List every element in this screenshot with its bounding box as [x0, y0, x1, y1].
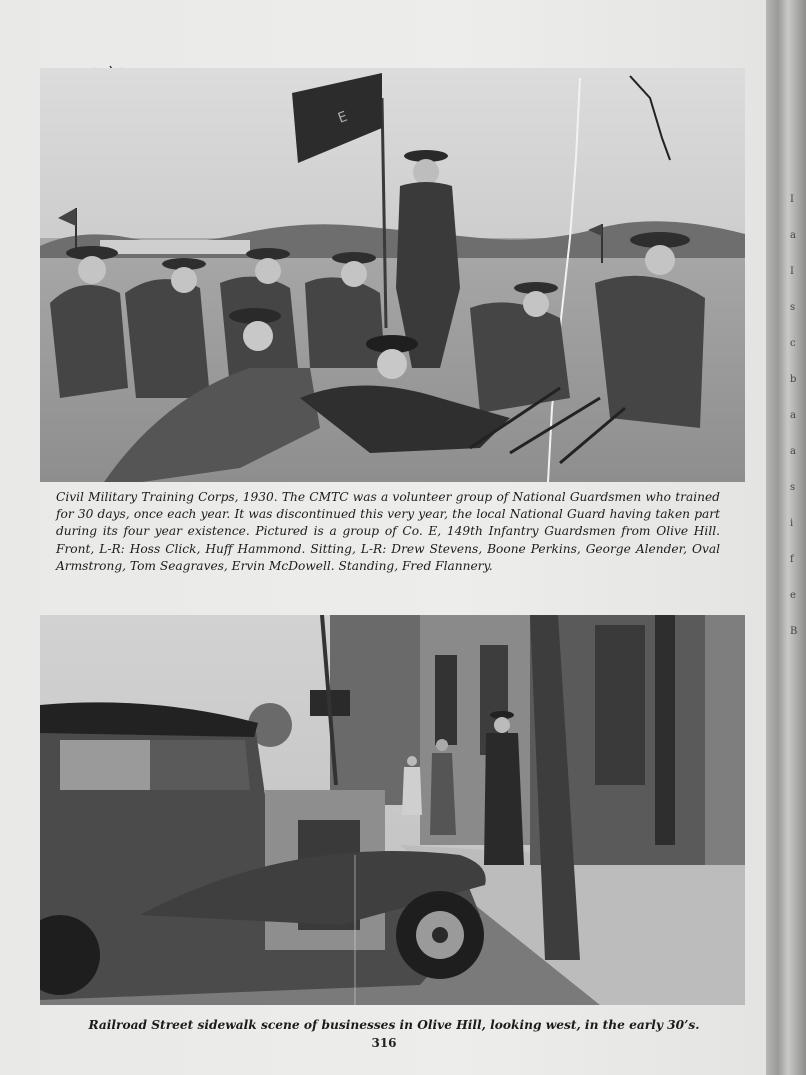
spine-letter: B: [790, 626, 798, 637]
railroad-street-photo: [40, 615, 745, 1005]
book-spine: [766, 0, 806, 1075]
page-number: 316: [371, 1036, 397, 1050]
spine-letter: i: [790, 518, 794, 529]
spine-letter: c: [790, 338, 796, 349]
cmtc-photo-caption: Civil Military Training Corps, 1930. The CMTC was a volunteer group of National Guardsmen who trained for 30 days, once each year. It was discontinued this very year, the local National Guard having taken part during its four year existence. Pictured is a group of Co. E, 149th Infantry Guardsmen from Olive Hill. Front, L-R: Hoss Click, Huff Hammond. Sitting, L-R: Drew Stevens, Boone Perkins, George Alender, Oval Armstrong, Tom Seagraves, Ervin McDowell. Standing, Fred Flannery.: [56, 490, 720, 573]
railroad-street-photo-caption: Railroad Street sidewalk scene of businesses in Olive Hill, looking west, in the early 30’s.: [88, 1018, 700, 1032]
spine-letter: a: [790, 230, 796, 241]
spine-letter: s: [790, 482, 796, 493]
spine-letter: b: [790, 374, 797, 385]
spine-letter: I: [790, 266, 794, 277]
spine-letter: I: [790, 194, 794, 205]
cmtc-photo-image: [40, 68, 745, 482]
spine-letter: s: [790, 302, 796, 313]
spine-letter: f: [790, 554, 794, 565]
spine-letter: e: [790, 590, 796, 601]
spine-letter: a: [790, 410, 796, 421]
cmtc-group-photo: [40, 68, 745, 482]
railroad-street-photo-image: [40, 615, 745, 1005]
flag-letter: E: [335, 108, 350, 127]
spine-letter: a: [790, 446, 796, 457]
